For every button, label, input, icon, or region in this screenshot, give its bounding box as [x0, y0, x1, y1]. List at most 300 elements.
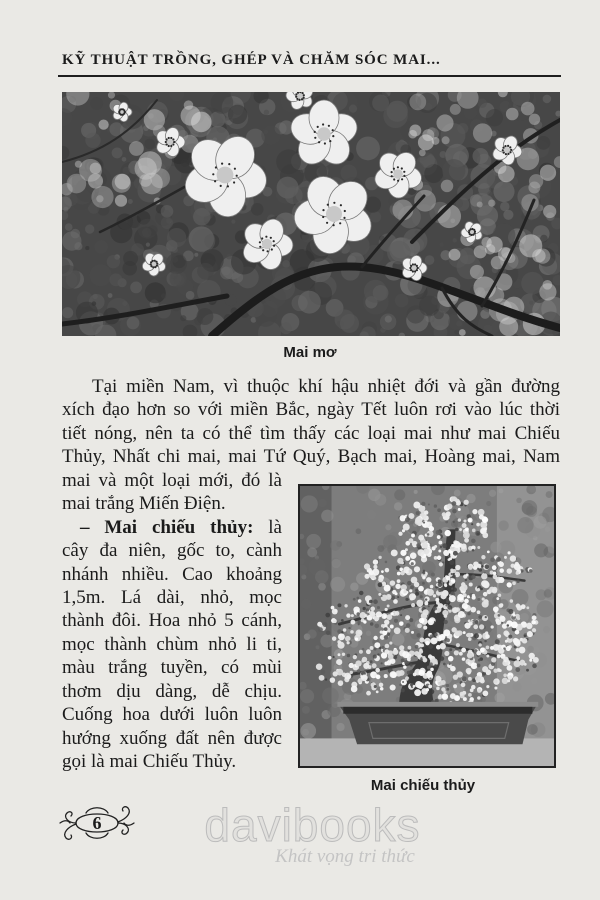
stamen	[220, 185, 222, 187]
leaf-cluster	[455, 630, 461, 636]
leaf-cluster	[532, 664, 537, 669]
leaf-cluster	[411, 562, 414, 565]
texture-speck	[486, 501, 491, 506]
leaf-cluster	[423, 652, 427, 656]
leaf-cluster	[381, 570, 384, 573]
stamen	[155, 261, 157, 263]
stamen	[303, 94, 305, 96]
leaf-cluster	[378, 582, 383, 587]
body-line: Cuống hoa dưới luôn luôn	[62, 704, 282, 726]
blurred-blossom	[488, 199, 495, 206]
leaf-cluster	[393, 649, 399, 655]
texture-speck	[545, 527, 551, 533]
leaf-cluster	[384, 619, 389, 624]
leaf-cluster	[409, 589, 412, 592]
leaf-cluster	[490, 571, 494, 575]
leaf-cluster	[356, 597, 359, 600]
leaf-cluster	[402, 651, 409, 658]
stamen	[299, 99, 301, 101]
leaf-cluster	[400, 622, 404, 626]
leaf-cluster	[442, 693, 448, 699]
leaf-cluster	[390, 684, 396, 690]
leaf-cluster	[446, 598, 449, 601]
leaf-cluster	[440, 588, 444, 592]
leaf-cluster	[458, 508, 461, 511]
leaf-cluster	[409, 570, 412, 573]
stamen	[327, 204, 329, 206]
blurred-blossom	[477, 202, 483, 208]
leaf-cluster	[401, 688, 405, 692]
texture-speck	[108, 293, 113, 298]
stamen	[150, 265, 152, 267]
leaf-cluster	[492, 565, 497, 570]
blurred-blossom	[498, 166, 515, 183]
leaf-cluster	[507, 624, 510, 627]
stamen	[510, 149, 512, 151]
stamen	[401, 167, 403, 169]
leaf-cluster	[359, 591, 363, 595]
leaf-cluster	[448, 663, 450, 665]
leaf-cluster	[381, 624, 385, 628]
texture-speck	[262, 301, 278, 317]
leaf-cluster	[348, 627, 350, 629]
stamen	[259, 246, 261, 248]
texture-speck	[503, 210, 513, 220]
leaf-cluster	[349, 663, 354, 668]
leaf-cluster	[407, 658, 411, 662]
leaf-cluster	[486, 685, 489, 688]
leaf-cluster	[516, 656, 520, 660]
leaf-cluster	[446, 576, 450, 580]
leaf-cluster	[455, 528, 459, 532]
leaf-cluster	[482, 601, 489, 608]
texture-speck	[122, 157, 127, 162]
leaf-cluster	[483, 581, 490, 588]
texture-speck	[517, 517, 533, 533]
stamen	[318, 141, 320, 143]
stamen	[322, 123, 324, 125]
leaf-cluster	[419, 618, 425, 624]
leaf-cluster	[510, 599, 514, 603]
stamen	[172, 143, 174, 145]
stamen	[324, 142, 326, 144]
stamen	[391, 171, 393, 173]
page-number-ornament	[56, 803, 138, 843]
texture-speck	[370, 211, 381, 222]
leaf-cluster	[403, 523, 410, 530]
texture-speck	[489, 490, 496, 497]
leaf-cluster	[385, 608, 388, 611]
leaf-cluster	[496, 597, 499, 600]
flower-center	[504, 147, 510, 153]
texture-speck	[385, 316, 392, 323]
leaf-cluster	[318, 627, 323, 632]
leaf-cluster	[333, 656, 335, 658]
blurred-blossom	[543, 205, 556, 218]
texture-speck	[186, 291, 195, 300]
stamen	[329, 140, 331, 142]
texture-speck	[454, 490, 461, 497]
texture-speck	[318, 583, 326, 591]
leaf-cluster	[531, 620, 535, 624]
blurred-blossom	[184, 100, 193, 109]
stamen	[302, 92, 304, 94]
leaf-cluster	[395, 611, 400, 616]
texture-speck	[85, 246, 89, 250]
leaf-cluster	[384, 635, 388, 639]
texture-speck	[383, 535, 397, 549]
leaf-cluster	[356, 629, 363, 636]
texture-speck	[356, 136, 380, 160]
leaf-cluster	[394, 627, 401, 634]
texture-speck	[222, 267, 231, 276]
figure-caption-mai-mo: Mai mơ	[283, 344, 337, 361]
running-header: KỸ THUẬT TRỒNG, GHÉP VÀ CHĂM SÓC MAI...	[62, 52, 441, 68]
leaf-cluster	[445, 604, 448, 607]
leaf-cluster	[431, 573, 435, 577]
stamen	[507, 153, 509, 155]
stamen	[403, 171, 405, 173]
texture-speck	[459, 248, 476, 265]
texture-speck	[197, 263, 214, 280]
leaf-cluster	[374, 648, 377, 651]
texture-speck	[107, 255, 120, 268]
stamen	[391, 175, 393, 177]
stamen	[414, 263, 416, 265]
leaf-cluster	[453, 607, 458, 612]
leaf-cluster	[508, 635, 512, 639]
texture-speck	[85, 133, 100, 148]
leaf-cluster	[507, 665, 513, 671]
leaf-cluster	[479, 514, 484, 519]
leaf-cluster	[449, 560, 454, 565]
leaf-cluster	[515, 667, 520, 672]
leaf-cluster	[514, 639, 521, 646]
texture-speck	[366, 630, 371, 635]
leaf-cluster	[394, 619, 398, 623]
flower-center	[326, 206, 342, 222]
texture-speck	[94, 240, 108, 254]
texture-speck	[454, 330, 459, 335]
leaf-cluster	[347, 641, 350, 644]
texture-speck	[282, 260, 290, 268]
leaf-cluster	[427, 533, 430, 536]
texture-speck	[341, 165, 358, 182]
leaf-cluster	[363, 663, 369, 669]
leaf-cluster	[480, 679, 485, 684]
leaf-cluster	[316, 663, 323, 670]
leaf-cluster	[425, 680, 427, 682]
flower-center	[262, 239, 272, 249]
texture-speck	[300, 689, 314, 703]
texture-speck	[62, 307, 73, 318]
texture-speck	[321, 510, 333, 522]
texture-speck	[65, 223, 73, 231]
leaf-cluster	[364, 563, 370, 569]
leaf-cluster	[380, 630, 383, 633]
leaf-cluster	[353, 598, 356, 601]
leaf-cluster	[459, 652, 463, 656]
blurred-blossom	[473, 123, 492, 142]
leaf-cluster	[405, 518, 410, 523]
blurred-blossom	[450, 104, 461, 115]
leaf-cluster	[453, 684, 457, 688]
leaf-cluster	[499, 603, 503, 607]
leaf-cluster	[370, 622, 374, 626]
stamen	[322, 209, 324, 211]
leaf-cluster	[400, 515, 406, 521]
stamen	[410, 265, 412, 267]
leaf-cluster	[385, 568, 390, 573]
leaf-cluster	[374, 642, 380, 648]
stamen	[397, 180, 399, 182]
stamen	[215, 166, 217, 168]
leaf-cluster	[473, 625, 478, 630]
leaf-cluster	[417, 623, 422, 628]
leaf-cluster	[465, 527, 469, 531]
texture-speck	[109, 273, 122, 286]
stamen	[150, 263, 152, 265]
leaf-cluster	[458, 518, 461, 521]
stamen	[326, 222, 328, 224]
body-line: 1,5m. Lá dài, nhỏ, mọc	[62, 586, 282, 608]
leaf-cluster	[401, 658, 405, 662]
leaf-cluster	[473, 561, 479, 567]
photo-mai-chieu-thuy-image	[300, 486, 554, 766]
stamen	[332, 129, 334, 131]
blurred-blossom	[449, 249, 461, 261]
leaf-cluster	[468, 519, 471, 522]
stamen	[166, 143, 168, 145]
texture-speck	[330, 540, 340, 551]
body-line: gọi là mai Chiếu Thủy.	[62, 751, 237, 772]
leaf-cluster	[411, 631, 414, 634]
texture-speck	[456, 321, 462, 327]
leaf-cluster	[376, 611, 382, 617]
leaf-cluster	[450, 666, 456, 672]
leaf-cluster	[402, 608, 404, 610]
leaf-cluster	[426, 672, 431, 677]
leaf-cluster	[410, 585, 414, 589]
leaf-cluster	[409, 593, 416, 600]
texture-speck	[440, 242, 444, 246]
stamen	[152, 260, 154, 262]
body-line: thành đôi. Hoa nhỏ 5 cánh,	[62, 610, 282, 632]
leaf-cluster	[384, 674, 388, 678]
texture-speck	[394, 502, 402, 510]
stamen	[234, 168, 236, 170]
stamen	[317, 126, 319, 128]
leaf-cluster	[414, 582, 419, 587]
stamen	[414, 270, 416, 272]
photo-mai-mo	[62, 92, 560, 336]
leaf-cluster	[372, 663, 377, 668]
stamen	[166, 138, 168, 140]
leaf-cluster	[384, 627, 388, 631]
texture-speck	[375, 494, 387, 506]
leaf-cluster	[477, 610, 481, 614]
texture-speck	[477, 98, 487, 108]
texture-speck	[529, 301, 533, 305]
leaf-cluster	[380, 687, 384, 691]
leaf-cluster	[516, 580, 519, 583]
blurred-blossom	[115, 174, 131, 190]
leaf-cluster	[369, 570, 374, 575]
leaf-cluster	[457, 594, 464, 601]
leaf-cluster	[344, 673, 351, 680]
texture-speck	[315, 645, 319, 649]
leaf-cluster	[414, 689, 421, 696]
leaf-cluster	[384, 585, 391, 592]
flower-center	[393, 169, 403, 179]
leaf-cluster	[478, 643, 481, 646]
leaf-cluster	[438, 541, 442, 545]
leaf-cluster	[487, 550, 490, 553]
leaf-cluster	[524, 635, 526, 637]
leaf-cluster	[411, 651, 415, 655]
stamen	[212, 173, 214, 175]
leaf-cluster	[416, 543, 420, 547]
stamen	[227, 185, 229, 187]
leaf-cluster	[411, 603, 415, 607]
leaf-cluster	[503, 647, 505, 649]
leaf-cluster	[439, 599, 441, 601]
leaf-cluster	[415, 517, 422, 524]
leaf-cluster	[381, 662, 383, 664]
texture-speck	[144, 139, 155, 150]
leaf-cluster	[374, 685, 377, 688]
leaf-cluster	[486, 646, 490, 650]
stamen	[393, 178, 395, 180]
leaf-cluster	[450, 693, 456, 699]
leaf-cluster	[471, 575, 476, 580]
texture-speck	[407, 305, 425, 323]
watermark-brand: davibooks	[204, 799, 421, 851]
leaf-cluster	[355, 637, 358, 640]
leaf-cluster	[398, 607, 402, 611]
leaf-cluster	[331, 606, 335, 610]
leaf-cluster	[426, 688, 429, 691]
leaf-cluster	[430, 638, 437, 645]
texture-speck	[315, 570, 328, 583]
leaf-cluster	[472, 509, 477, 514]
stamen	[397, 166, 399, 168]
leaf-cluster	[498, 614, 501, 617]
texture-speck	[356, 528, 362, 534]
leaf-cluster	[434, 633, 438, 637]
blurred-blossom	[436, 114, 453, 131]
texture-speck	[298, 291, 321, 314]
leaf-cluster	[418, 603, 422, 607]
leaf-cluster	[437, 535, 441, 539]
leaf-cluster	[400, 550, 406, 556]
body-line: mai trắng Miến Điện.	[62, 493, 226, 515]
body-line: tiết nóng, nên ta có thể tìm thấy các loại mai như mai Chiếu	[62, 422, 560, 444]
texture-speck	[520, 613, 529, 622]
leaf-cluster	[508, 609, 513, 614]
stamen	[470, 228, 472, 230]
leaf-cluster	[482, 615, 488, 621]
texture-speck	[194, 316, 203, 325]
leaf-cluster	[439, 634, 445, 640]
leaf-cluster	[340, 681, 343, 684]
leaf-cluster	[445, 520, 448, 523]
body-line: Tại miền Nam, vì thuộc khí hậu nhiệt đới và gần đường	[92, 376, 560, 397]
leaf-cluster	[434, 504, 437, 507]
leaf-cluster	[438, 695, 442, 699]
leaf-cluster	[338, 603, 342, 607]
leaf-cluster	[377, 606, 380, 609]
stamen	[468, 231, 470, 233]
leaf-cluster	[434, 545, 437, 548]
texture-speck	[425, 255, 435, 265]
body-line: xích đạo hơn so với miền Bắc, ngày Tết luôn rơi vào lúc thời	[62, 399, 560, 421]
leaf-cluster	[507, 568, 512, 573]
leaf-cluster	[388, 654, 394, 660]
texture-speck	[395, 294, 409, 308]
texture-speck	[306, 534, 321, 549]
leaf-cluster	[407, 599, 409, 601]
leaf-cluster	[452, 501, 457, 506]
leaf-cluster	[370, 646, 374, 650]
leaf-cluster	[446, 688, 449, 691]
leaf-cluster	[447, 605, 452, 610]
leaf-cluster	[422, 582, 425, 585]
stamen	[270, 237, 272, 239]
leaf-cluster	[392, 590, 396, 594]
body-line: mọc thành chùm nhỏ li ti,	[62, 633, 282, 655]
blurred-blossom	[75, 161, 82, 168]
texture-speck	[62, 231, 81, 250]
texture-speck	[226, 254, 232, 260]
texture-speck	[127, 317, 140, 330]
leaf-cluster	[496, 557, 501, 562]
leaf-cluster	[356, 612, 360, 616]
leaf-cluster	[326, 631, 331, 636]
stamen	[416, 265, 418, 267]
stamen	[265, 236, 267, 238]
texture-speck	[546, 491, 553, 498]
leaf-cluster	[410, 552, 417, 559]
page-number: 6	[92, 813, 102, 833]
blurred-blossom	[414, 190, 436, 212]
blurred-blossom	[408, 130, 417, 139]
photo-mai-mo-image	[62, 92, 560, 336]
leaf-cluster	[346, 613, 350, 617]
body-line: mai và một loại mới, đó là	[62, 469, 282, 491]
leaf-cluster	[446, 684, 449, 687]
stamen	[267, 250, 269, 252]
leaf-cluster	[526, 669, 529, 672]
leaf-cluster	[430, 668, 434, 672]
leaf-cluster	[325, 613, 330, 618]
leaf-cluster	[321, 670, 326, 675]
leaf-cluster	[478, 659, 481, 662]
leaf-cluster	[399, 670, 405, 676]
leaf-cluster	[453, 674, 458, 679]
texture-speck	[123, 167, 131, 175]
blurred-blossom	[96, 195, 103, 202]
leaf-cluster	[351, 686, 358, 693]
watermark-tagline: Khát vọng tri thức	[275, 846, 415, 867]
texture-speck	[90, 97, 103, 110]
leaf-cluster	[422, 576, 425, 579]
stamen	[314, 131, 316, 133]
leaf-cluster	[462, 657, 466, 661]
texture-speck	[486, 109, 503, 126]
leaf-cluster	[477, 696, 481, 700]
leaf-cluster	[443, 690, 446, 693]
